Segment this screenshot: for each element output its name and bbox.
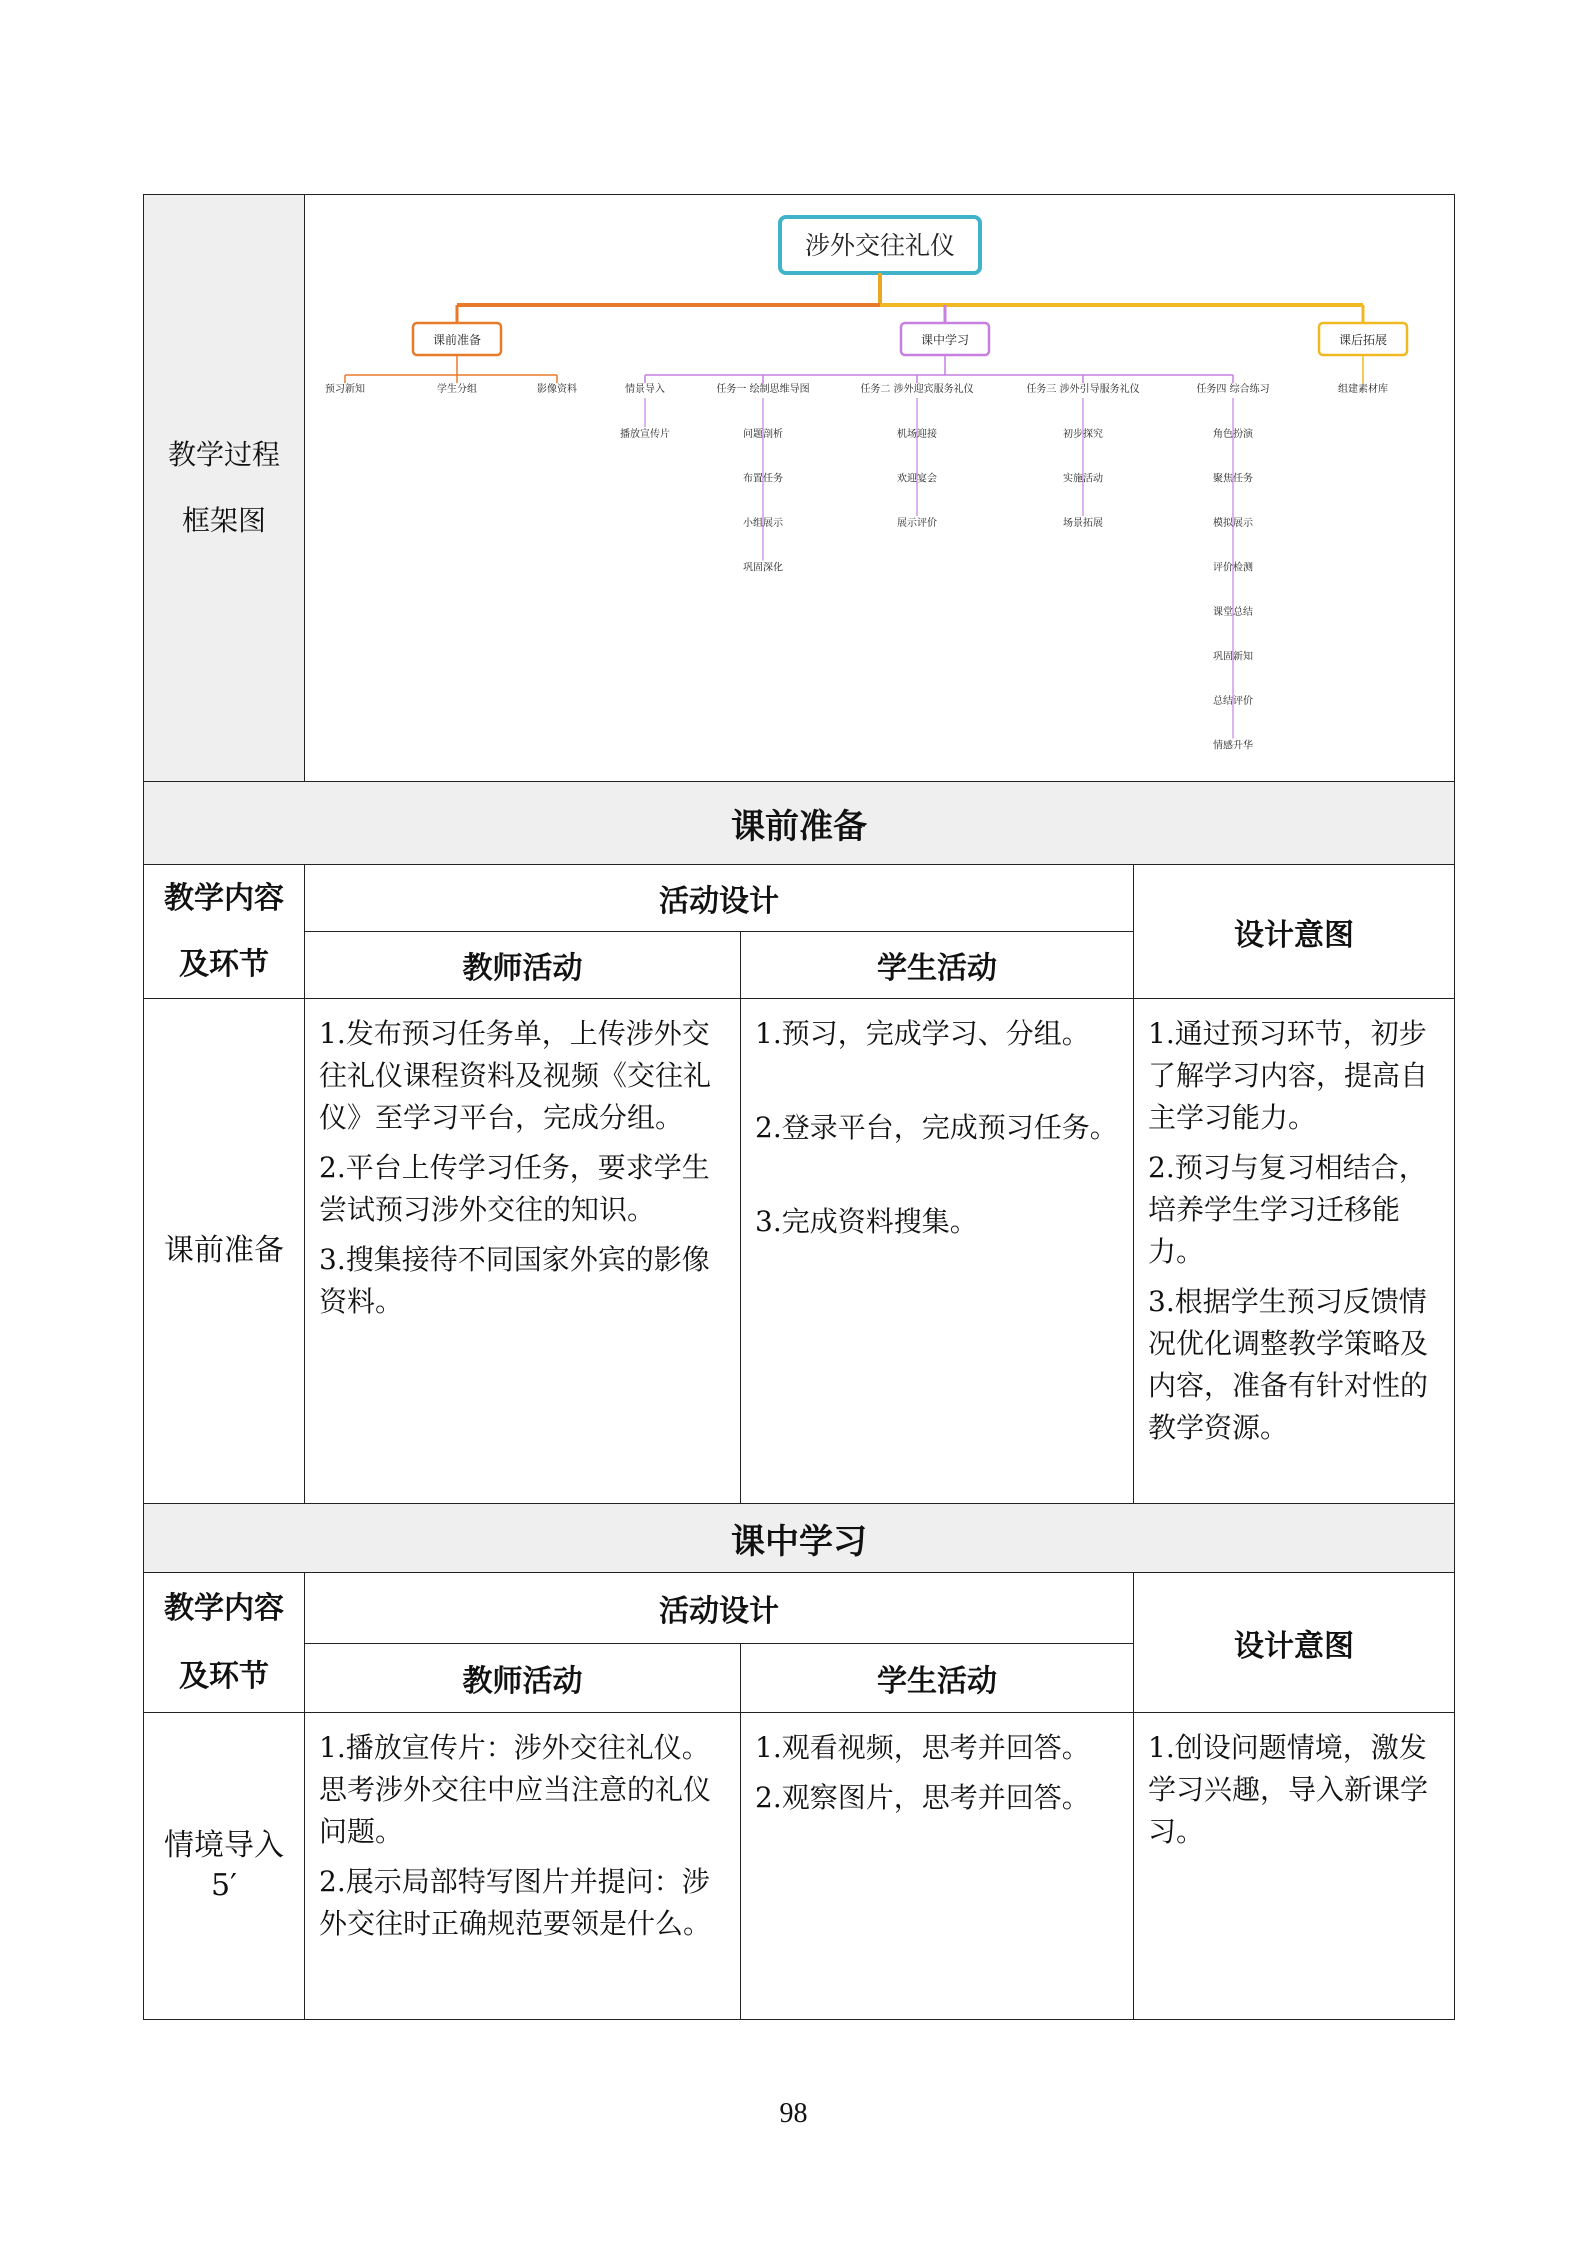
branch1-child: 布置任务 — [743, 473, 783, 485]
section2-teacher-item: 2.展示局部特写图片并提问：涉外交往时正确规范要领是什么。 — [319, 1865, 712, 1940]
section1-intent-item: 2.预习与复习相结合，培养学生学习迁移能力。 — [1148, 1151, 1427, 1268]
branch-label: 课后拓展 — [1338, 333, 1388, 347]
branch1-child: 问题剖析 — [743, 429, 783, 440]
mind-map-svg — [305, 195, 1453, 781]
section2-student-item: 1.观看视频，思考并回答。 — [755, 1731, 1090, 1764]
section1-teacher-item: 1.发布预习任务单，上传涉外交往礼仪课程资料及视频《交往礼仪》至学习平台，完成分组。 — [319, 1017, 712, 1134]
section2-header-row-1 — [144, 1573, 1455, 1644]
section1-col-content-line1: 教学内容 — [164, 880, 284, 916]
section1-col-teacher: 教师活动 — [305, 932, 741, 999]
section1-teacher-item: 2.平台上传学习任务，要求学生尝试预习涉外交往的知识。 — [319, 1151, 710, 1226]
section1-title: 课前准备 — [144, 782, 1455, 865]
section1-student-item: 3.完成资料搜集。 — [755, 1205, 978, 1238]
branch0-leaf: 影像资料 — [537, 384, 577, 395]
section2-teacher-cell — [305, 1713, 741, 2020]
section1-intent-item: 1.通过预习环节，初步了解学习内容，提高自主学习能力。 — [1148, 1017, 1429, 1134]
branch1-child: 课堂总结 — [1213, 607, 1253, 618]
section2-col-activity: 活动设计 — [305, 1573, 1134, 1644]
section2-stage-line2: 5′ — [211, 1868, 237, 1903]
section1-header-row-1 — [144, 865, 1455, 932]
branch1-child: 实施活动 — [1063, 473, 1103, 485]
section1-col-student: 学生活动 — [741, 932, 1134, 999]
framework-label-cell — [144, 195, 305, 782]
framework-label-line2: 框架图 — [181, 504, 266, 537]
branch-label: 课中学习 — [920, 333, 970, 347]
page-number: 98 — [779, 2098, 808, 2129]
branch1-child: 巩固新知 — [1213, 651, 1253, 663]
section1-student-cell — [741, 999, 1134, 1504]
branch1-item: 情景导入 — [625, 384, 665, 395]
branch1-child: 角色扮演 — [1213, 429, 1253, 440]
branch1-child: 情感升华 — [1213, 740, 1253, 752]
branch1-child: 欢迎宴会 — [897, 473, 937, 485]
branch1-child: 总结评价 — [1213, 696, 1253, 707]
section1-col-content — [144, 865, 305, 999]
section2-title: 课中学习 — [144, 1504, 1455, 1573]
section2-intent-cell — [1134, 1713, 1455, 2020]
section1-student-item: 2.登录平台，完成预习任务。 — [755, 1111, 1118, 1144]
section2-body-row — [144, 1713, 1455, 2020]
section1-teacher-cell — [305, 999, 741, 1504]
section1-col-content-line2: 及环节 — [179, 946, 269, 982]
section1-body-row — [144, 999, 1455, 1504]
section2-title-row — [144, 1504, 1455, 1573]
section1-student-item: 1.预习，完成学习、分组。 — [755, 1017, 1090, 1050]
section2-col-content — [144, 1573, 305, 1713]
branch1-child: 巩固深化 — [743, 562, 783, 574]
branch1-child: 展示评价 — [897, 518, 937, 529]
section2-col-content-line1: 教学内容 — [164, 1590, 284, 1626]
branch1-child: 聚焦任务 — [1213, 473, 1253, 485]
section1-intent-cell — [1134, 999, 1455, 1504]
framework-label-line1: 教学过程 — [167, 438, 280, 471]
mind-map — [305, 195, 1454, 781]
section2-student-item: 2.观察图片，思考并回答。 — [755, 1781, 1090, 1814]
section2-stage-line1: 情境导入 — [164, 1828, 284, 1863]
section1-teacher-item: 3.搜集接待不同国家外宾的影像资料。 — [319, 1243, 710, 1318]
lesson-plan-table — [143, 194, 1455, 2020]
section2-col-content-line2: 及环节 — [179, 1658, 269, 1694]
mind-map-cell — [305, 195, 1455, 782]
section1-col-intent: 设计意图 — [1134, 865, 1455, 999]
branch1-child: 小组展示 — [743, 518, 783, 529]
section1-title-row — [144, 782, 1455, 865]
branch1-child: 播放宣传片 — [620, 429, 670, 440]
branch1-item: 任务一 绘制思维导图 — [716, 384, 810, 395]
root-label: 涉外交往礼仪 — [804, 231, 956, 260]
section2-col-intent: 设计意图 — [1134, 1573, 1455, 1713]
branch2-leaf: 组建素材库 — [1338, 384, 1388, 395]
branch1-item: 任务四 综合练习 — [1196, 384, 1270, 395]
branch-label: 课前准备 — [432, 333, 482, 347]
branch1-child: 模拟展示 — [1213, 518, 1253, 529]
branch0-leaf: 学生分组 — [437, 384, 477, 395]
branch1-child: 机场迎接 — [897, 429, 937, 440]
section2-intent-item: 1.创设问题情境，激发学习兴趣，导入新课学习。 — [1148, 1731, 1429, 1848]
branch1-item: 任务三 涉外引导服务礼仪 — [1026, 384, 1140, 395]
section2-col-student: 学生活动 — [741, 1644, 1134, 1713]
section1-stage: 课前准备 — [144, 999, 305, 1504]
section2-teacher-item: 1.播放宣传片：涉外交往礼仪。思考涉外交往中应当注意的礼仪问题。 — [319, 1731, 712, 1848]
branch1-item: 任务二 涉外迎宾服务礼仪 — [860, 384, 974, 395]
branch1-child: 场景拓展 — [1063, 518, 1103, 529]
branch1-child: 评价检测 — [1213, 562, 1253, 574]
branch1-child: 初步探究 — [1063, 429, 1103, 440]
section2-col-teacher: 教师活动 — [305, 1644, 741, 1713]
section1-intent-item: 3.根据学生预习反馈情况优化调整教学策略及内容，准备有针对性的教学资源。 — [1148, 1285, 1429, 1444]
section1-col-activity: 活动设计 — [305, 865, 1134, 932]
branch0-leaf: 预习新知 — [325, 384, 365, 395]
section2-student-cell — [741, 1713, 1134, 2020]
section2-stage — [144, 1713, 305, 2020]
framework-row — [144, 195, 1455, 782]
